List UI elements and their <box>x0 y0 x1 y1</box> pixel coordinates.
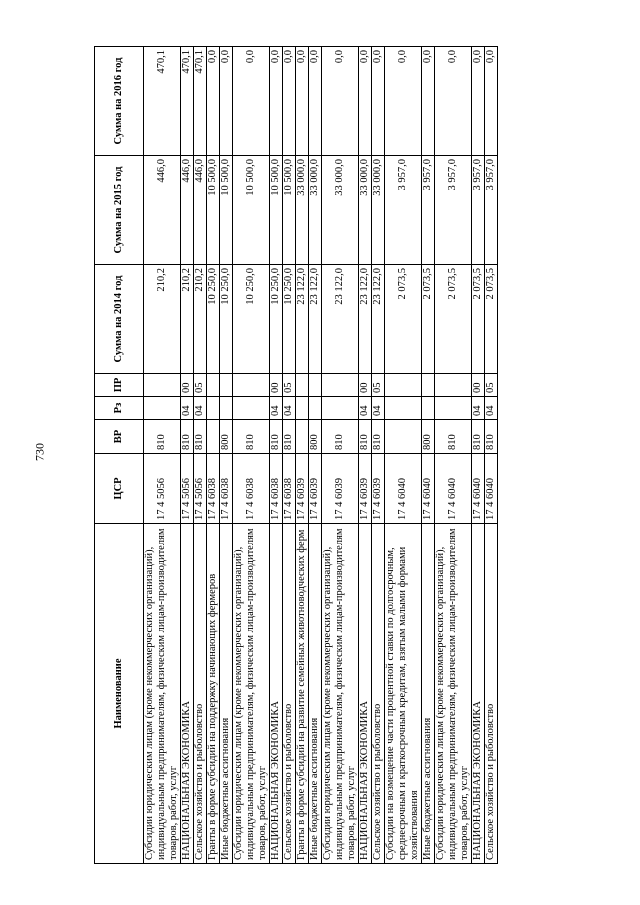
cell-pr: 00 <box>181 374 194 397</box>
cell-name: Гранты в форме субсидий на развитие семейных животноводческих ферм <box>296 524 309 864</box>
cell-sum-2016: 0,0 <box>283 47 296 156</box>
cell-sum-2016: 0,0 <box>220 47 233 156</box>
cell-vr <box>296 420 309 454</box>
cell-name: Иные бюджетные ассигнования <box>309 524 322 864</box>
cell-sum-2014: 210,2 <box>194 265 207 374</box>
cell-sum-2016: 0,0 <box>309 47 322 156</box>
cell-sum-2016: 0,0 <box>485 47 498 156</box>
cell-rz: 04 <box>372 397 385 420</box>
cell-pr: 05 <box>194 374 207 397</box>
table-row <box>309 47 322 864</box>
cell-pr <box>385 374 422 397</box>
header-name: Наименование <box>95 524 144 864</box>
cell-sum-2016: 0,0 <box>359 47 372 156</box>
cell-sum-2014: 23 122,0 <box>322 265 359 374</box>
cell-name: Субсидии юридическим лицам (кроме некоммерческих организаций), индивидуальным предпринимателям, физическим лицам-производителям товаров, работ, услуг <box>322 524 359 864</box>
header-csr: ЦСР <box>95 454 144 524</box>
cell-sum-2015: 33 000,0 <box>296 156 309 265</box>
table-row <box>207 47 220 864</box>
header-sum-2016: Сумма на 2016 год <box>95 47 144 156</box>
cell-sum-2015: 33 000,0 <box>322 156 359 265</box>
cell-rz <box>220 397 233 420</box>
cell-pr <box>144 374 181 397</box>
cell-sum-2015: 3 957,0 <box>472 156 485 265</box>
cell-rz: 04 <box>485 397 498 420</box>
cell-csr: 17 4 6038 <box>270 454 283 524</box>
cell-csr: 17 4 6040 <box>435 454 472 524</box>
cell-csr: 17 4 6040 <box>385 454 422 524</box>
cell-name: Субсидии на возмещение части процентной ставки по долгосрочным, среднесрочным и краткосрочным кредитам, взятым малыми формами хозяйствования <box>385 524 422 864</box>
cell-rz <box>309 397 322 420</box>
cell-csr: 17 4 6039 <box>309 454 322 524</box>
cell-csr: 17 4 6039 <box>322 454 359 524</box>
cell-rz: 04 <box>283 397 296 420</box>
cell-sum-2014: 210,2 <box>144 265 181 374</box>
cell-csr: 17 4 6038 <box>207 454 220 524</box>
cell-sum-2014: 10 250,0 <box>270 265 283 374</box>
table-row <box>220 47 233 864</box>
cell-sum-2015: 446,0 <box>194 156 207 265</box>
cell-name: Иные бюджетные ассигнования <box>220 524 233 864</box>
cell-sum-2016: 0,0 <box>296 47 309 156</box>
cell-vr: 810 <box>472 420 485 454</box>
cell-pr <box>322 374 359 397</box>
table-row <box>322 47 359 864</box>
cell-csr: 17 4 5056 <box>194 454 207 524</box>
cell-name: Сельское хозяйство и рыболовство <box>283 524 296 864</box>
table-header-row <box>95 47 144 864</box>
cell-csr: 17 4 6040 <box>422 454 435 524</box>
table-row <box>422 47 435 864</box>
table-row <box>485 47 498 864</box>
cell-csr: 17 4 6040 <box>472 454 485 524</box>
cell-sum-2015: 3 957,0 <box>422 156 435 265</box>
cell-rz <box>322 397 359 420</box>
cell-rz <box>385 397 422 420</box>
cell-name: Сельское хозяйство и рыболовство <box>372 524 385 864</box>
cell-pr <box>233 374 270 397</box>
cell-csr: 17 4 6038 <box>220 454 233 524</box>
cell-sum-2015: 3 957,0 <box>435 156 472 265</box>
cell-name: НАЦИОНАЛЬНАЯ ЭКОНОМИКА <box>270 524 283 864</box>
cell-sum-2015: 3 957,0 <box>485 156 498 265</box>
table-row <box>472 47 485 864</box>
cell-csr: 17 4 5056 <box>181 454 194 524</box>
rotated-table-wrapper <box>94 47 558 864</box>
cell-csr: 17 4 6038 <box>233 454 270 524</box>
cell-sum-2014: 2 073,5 <box>485 265 498 374</box>
cell-vr <box>385 420 422 454</box>
cell-sum-2016: 470,1 <box>194 47 207 156</box>
cell-vr: 810 <box>144 420 181 454</box>
budget-table <box>94 46 498 864</box>
cell-sum-2015: 33 000,0 <box>359 156 372 265</box>
cell-pr: 00 <box>472 374 485 397</box>
cell-sum-2016: 0,0 <box>270 47 283 156</box>
cell-sum-2014: 10 250,0 <box>220 265 233 374</box>
header-rz: Рз <box>95 397 144 420</box>
cell-vr: 800 <box>422 420 435 454</box>
cell-rz <box>233 397 270 420</box>
cell-sum-2015: 3 957,0 <box>385 156 422 265</box>
cell-pr: 00 <box>270 374 283 397</box>
cell-sum-2016: 0,0 <box>322 47 359 156</box>
cell-pr <box>220 374 233 397</box>
cell-sum-2014: 23 122,0 <box>372 265 385 374</box>
cell-rz <box>207 397 220 420</box>
cell-vr: 810 <box>359 420 372 454</box>
cell-name: Субсидии юридическим лицам (кроме некоммерческих организаций), индивидуальным предпринимателям, физическим лицам-производителям товаров, работ, услуг <box>144 524 181 864</box>
cell-vr: 810 <box>283 420 296 454</box>
cell-name: Гранты в форме субсидий на поддержку начинающих фермеров <box>207 524 220 864</box>
cell-sum-2015: 10 500,0 <box>233 156 270 265</box>
cell-sum-2015: 10 500,0 <box>220 156 233 265</box>
table-row <box>385 47 422 864</box>
cell-rz <box>296 397 309 420</box>
cell-vr: 810 <box>194 420 207 454</box>
cell-sum-2014: 2 073,5 <box>435 265 472 374</box>
cell-sum-2016: 0,0 <box>372 47 385 156</box>
table-row <box>283 47 296 864</box>
cell-rz <box>144 397 181 420</box>
cell-sum-2015: 10 500,0 <box>270 156 283 265</box>
cell-pr <box>422 374 435 397</box>
cell-vr: 810 <box>233 420 270 454</box>
cell-csr: 17 4 6040 <box>485 454 498 524</box>
table-row <box>270 47 283 864</box>
cell-pr: 00 <box>359 374 372 397</box>
cell-sum-2015: 446,0 <box>181 156 194 265</box>
cell-vr: 810 <box>372 420 385 454</box>
cell-sum-2016: 0,0 <box>207 47 220 156</box>
cell-rz <box>422 397 435 420</box>
cell-pr: 05 <box>283 374 296 397</box>
cell-vr: 810 <box>485 420 498 454</box>
table-row <box>372 47 385 864</box>
cell-rz: 04 <box>472 397 485 420</box>
cell-sum-2015: 33 000,0 <box>372 156 385 265</box>
cell-sum-2014: 10 250,0 <box>283 265 296 374</box>
cell-vr: 810 <box>270 420 283 454</box>
cell-name: НАЦИОНАЛЬНАЯ ЭКОНОМИКА <box>181 524 194 864</box>
cell-sum-2015: 10 500,0 <box>207 156 220 265</box>
table-row <box>359 47 372 864</box>
cell-sum-2016: 0,0 <box>472 47 485 156</box>
cell-sum-2016: 0,0 <box>233 47 270 156</box>
cell-sum-2015: 33 000,0 <box>309 156 322 265</box>
cell-sum-2016: 0,0 <box>422 47 435 156</box>
table-row <box>181 47 194 864</box>
cell-pr <box>309 374 322 397</box>
table-body <box>144 47 498 864</box>
cell-sum-2015: 10 500,0 <box>283 156 296 265</box>
cell-pr: 05 <box>372 374 385 397</box>
table-row <box>233 47 270 864</box>
cell-sum-2014: 210,2 <box>181 265 194 374</box>
cell-name: НАЦИОНАЛЬНАЯ ЭКОНОМИКА <box>472 524 485 864</box>
cell-sum-2015: 446,0 <box>144 156 181 265</box>
cell-sum-2014: 10 250,0 <box>207 265 220 374</box>
cell-name: Сельское хозяйство и рыболовство <box>485 524 498 864</box>
cell-sum-2016: 470,1 <box>181 47 194 156</box>
cell-name: Субсидии юридическим лицам (кроме некоммерческих организаций), индивидуальным предпринимателям, физическим лицам-производителям товаров, работ, услуг <box>233 524 270 864</box>
header-sum-2014: Сумма на 2014 год <box>95 265 144 374</box>
cell-rz: 04 <box>359 397 372 420</box>
cell-sum-2014: 2 073,5 <box>385 265 422 374</box>
cell-rz: 04 <box>181 397 194 420</box>
cell-csr: 17 4 6039 <box>372 454 385 524</box>
cell-rz: 04 <box>194 397 207 420</box>
cell-pr <box>296 374 309 397</box>
cell-sum-2014: 23 122,0 <box>359 265 372 374</box>
cell-rz <box>435 397 472 420</box>
table-row <box>435 47 472 864</box>
cell-sum-2014: 2 073,5 <box>422 265 435 374</box>
page-number: 730 <box>32 443 47 461</box>
cell-sum-2014: 10 250,0 <box>233 265 270 374</box>
cell-sum-2016: 470,1 <box>144 47 181 156</box>
cell-name: Субсидии юридическим лицам (кроме некоммерческих организаций), индивидуальным предпринимателям, физическим лицам-производителям товаров, работ, услуг <box>435 524 472 864</box>
cell-csr: 17 4 5056 <box>144 454 181 524</box>
cell-name: Иные бюджетные ассигнования <box>422 524 435 864</box>
cell-rz: 04 <box>270 397 283 420</box>
cell-sum-2014: 23 122,0 <box>296 265 309 374</box>
header-sum-2015: Сумма на 2015 год <box>95 156 144 265</box>
cell-vr: 800 <box>309 420 322 454</box>
cell-vr: 810 <box>181 420 194 454</box>
table-row <box>144 47 181 864</box>
cell-pr <box>207 374 220 397</box>
cell-vr <box>207 420 220 454</box>
header-vr: ВР <box>95 420 144 454</box>
cell-csr: 17 4 6039 <box>359 454 372 524</box>
cell-sum-2016: 0,0 <box>385 47 422 156</box>
cell-sum-2014: 2 073,5 <box>472 265 485 374</box>
cell-vr: 810 <box>322 420 359 454</box>
cell-csr: 17 4 6039 <box>296 454 309 524</box>
table-row <box>194 47 207 864</box>
cell-csr: 17 4 6038 <box>283 454 296 524</box>
cell-sum-2014: 23 122,0 <box>309 265 322 374</box>
header-pr: ПР <box>95 374 144 397</box>
cell-pr: 05 <box>485 374 498 397</box>
cell-name: НАЦИОНАЛЬНАЯ ЭКОНОМИКА <box>359 524 372 864</box>
cell-sum-2016: 0,0 <box>435 47 472 156</box>
cell-pr <box>435 374 472 397</box>
cell-vr: 810 <box>435 420 472 454</box>
table-row <box>296 47 309 864</box>
cell-vr: 800 <box>220 420 233 454</box>
cell-name: Сельское хозяйство и рыболовство <box>194 524 207 864</box>
